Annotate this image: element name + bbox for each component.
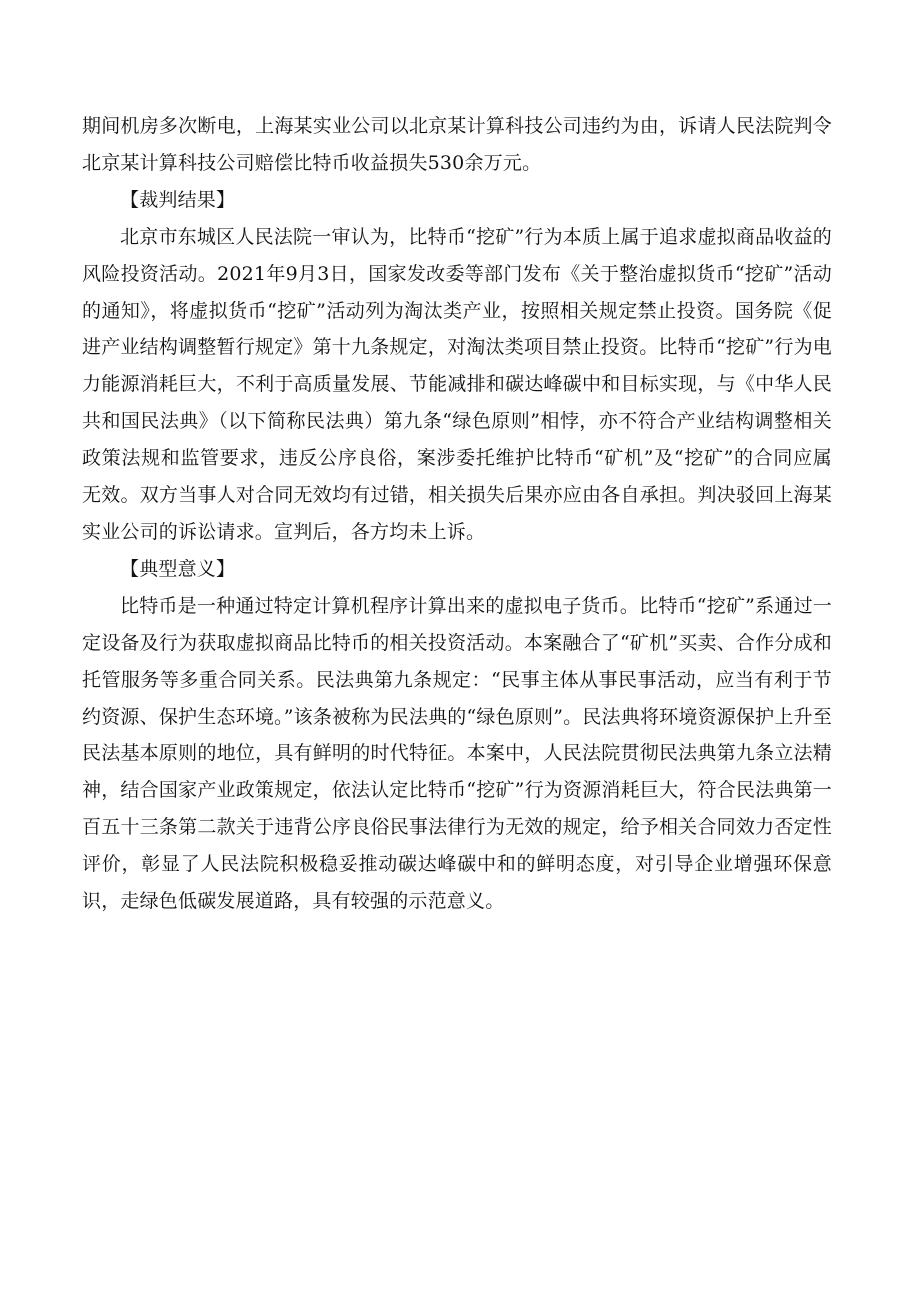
section-heading-judgment: 【裁判结果】 — [120, 188, 236, 211]
section-heading-significance: 【典型意义】 — [120, 557, 236, 580]
paragraph-judgment: 北京市东城区人民法院一审认为，比特币“挖矿”行为本质上属于追求虚拟商品收益的风险投资活动。2021年9月3日，国家发改委等部门发布《关于整治虚拟货币“挖矿”活动的通知》，将虚拟货币“挖矿”活动列为淘汰类产业，按照相关规定禁止投资。国务院《促进产业结构调整暂行规定》第十九条规定，对淘汰类项目禁止投资。比特币“挖矿”行为电力能源消耗巨大，不利于高质量发展、节能减排和碳达峰碳中和目标实现，与《中华人民共和国民法典》（以下简称民法典）第九条“绿色原则”相悖，亦不符合产业结构调整相关政策法规和监管要求，违反公序良俗，案涉委托维护比特币“矿机”及“挖矿”的合同应属无效。双方当事人对合同无效均有过错，相关损失后果亦应由各自承担。判决驳回上海某实业公司的诉讼请求。宣判后，各方均未上诉。 — [82, 225, 832, 543]
paragraph-continued: 期间机房多次断电，上海某实业公司以北京某计算科技公司违约为由，诉请人民法院判令北京某计算科技公司赔偿比特币收益损失530余万元。 — [82, 115, 832, 174]
document-body — [82, 108, 832, 920]
paragraph-significance: 比特币是一种通过特定计算机程序计算出来的虚拟电子货币。比特币“挖矿”系通过一定设备及行为获取虚拟商品比特币的相关投资活动。本案融合了“矿机”买卖、合作分成和托管服务等多重合同关系。民法典第九条规定：“民事主体从事民事活动，应当有利于节约资源、保护生态环境。”该条被称为民法典的“绿色原则”。民法典将环境资源保护上升至民法基本原则的地位，具有鲜明的时代特征。本案中，人民法院贯彻民法典第九条立法精神，结合国家产业政策规定，依法认定比特币“挖矿”行为资源消耗巨大，符合民法典第一百五十三条第二款关于违背公序良俗民事法律行为无效的规定，给予相关合同效力否定性评价，彰显了人民法院积极稳妥推动碳达峰碳中和的鲜明态度，对引导企业增强环保意识，走绿色低碳发展道路，具有较强的示范意义。 — [82, 594, 832, 913]
